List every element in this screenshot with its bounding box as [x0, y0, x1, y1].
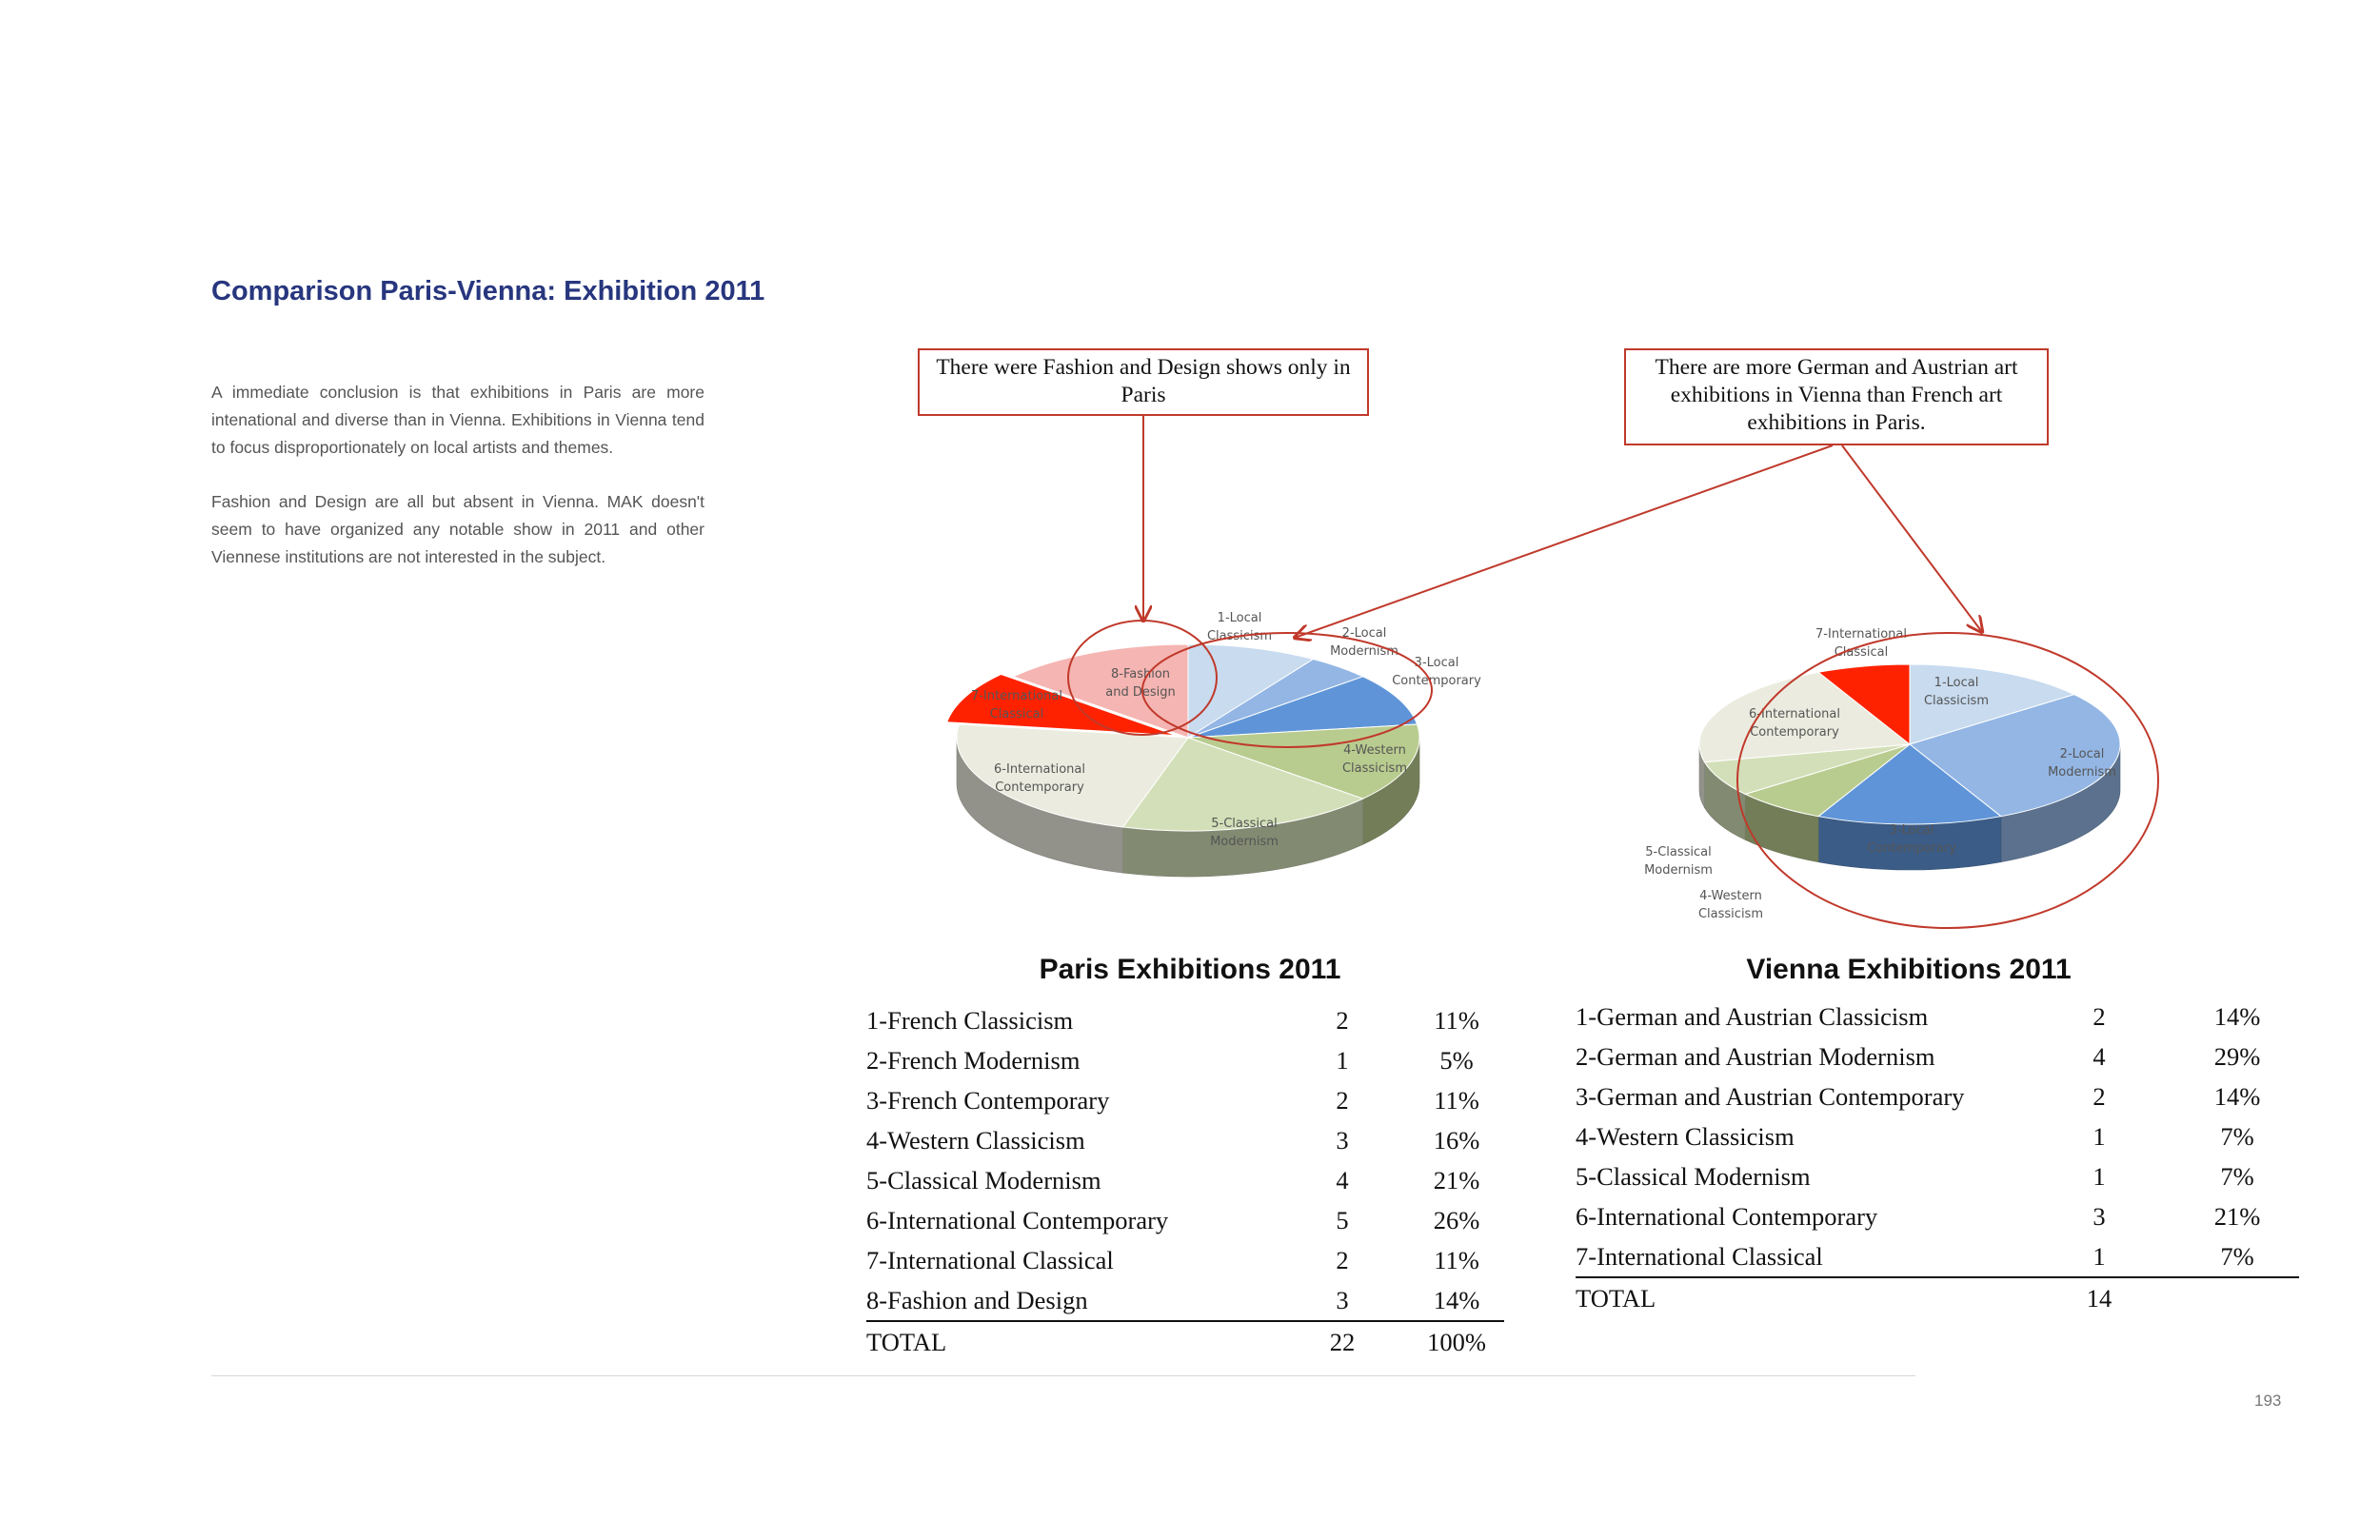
paris-callout: There were Fashion and Design shows only in Paris [918, 348, 1369, 416]
paris-label-4-western-classicism: 4-Western Classicism [1341, 743, 1408, 776]
vienna-label-6-international-contemporary: 6-International Contemporary [1749, 707, 1840, 740]
row-label: 8-Fashion and Design [866, 1280, 1276, 1321]
row-count: 14 [2086, 1283, 2112, 1313]
row-label: 3-German and Austrian Contemporary [1576, 1081, 1965, 1111]
table-row [866, 1000, 1504, 1040]
table-row [866, 1040, 1504, 1080]
paris-label-6-international-contemporary: 6-International Contemporary [994, 762, 1085, 795]
row-label: 4-Western Classicism [1576, 1121, 1795, 1151]
row-percent: 7% [2175, 1236, 2299, 1277]
vienna-label-5-classical-modernism: 5-Classical Modernism [1644, 845, 1713, 878]
table-row [1576, 997, 2299, 1037]
vienna-label-3-local-contemporary: 3-Local Contemporary [1867, 823, 1956, 856]
row-label: 7-International Classical [1576, 1236, 2023, 1277]
table-row [866, 1200, 1504, 1240]
paris-label-1-local-classicism: 1-Local Classicism [1206, 611, 1273, 643]
row-label: 7-International Classical [866, 1245, 1114, 1274]
row-count: 2 [2092, 1001, 2106, 1031]
footer-divider [211, 1375, 1915, 1376]
row-percent: 14% [2213, 1081, 2261, 1111]
page-title: Comparison Paris-Vienna: Exhibition 2011 [211, 276, 765, 306]
row-percent: 11% [1434, 1085, 1479, 1115]
row-label: 2-French Modernism [866, 1045, 1081, 1075]
table-row [866, 1080, 1504, 1120]
row-percent: 14% [1409, 1280, 1504, 1321]
row-label: 3-French Contemporary [866, 1085, 1110, 1115]
row-count: 3 [1336, 1125, 1349, 1155]
row-percent: 16% [1433, 1125, 1480, 1155]
row-percent: 21% [1433, 1165, 1480, 1194]
row-count: 3 [2092, 1201, 2106, 1231]
row-percent: 21% [2213, 1201, 2261, 1231]
paris-pie-chart [947, 644, 1419, 877]
paris-table [866, 1000, 1504, 1362]
row-count: 3 [1276, 1280, 1409, 1321]
row-count: 2 [1336, 1005, 1349, 1035]
row-count: 5 [1336, 1205, 1349, 1234]
row-label: 5-Classical Modernism [866, 1165, 1101, 1194]
row-count: 1 [1336, 1045, 1349, 1075]
row-count: 2 [1336, 1085, 1349, 1115]
row-percent: 11% [1434, 1005, 1479, 1035]
fashion-paragraph: Fashion and Design are all but absent in Vienna. MAK doesn't seem to have organized any notable show in 2011 and other Viennese institutions are not interested in the subject. [211, 492, 704, 566]
row-label: 6-International Contemporary [866, 1205, 1169, 1234]
table-row [866, 1160, 1504, 1200]
row-percent: 7% [2220, 1161, 2254, 1191]
row-percent: 29% [2213, 1041, 2261, 1071]
row-count: 22 [1329, 1327, 1356, 1356]
table-row [866, 1280, 1504, 1321]
table-row [866, 1120, 1504, 1160]
vienna-table-title: Vienna Exhibitions 2011 [1746, 954, 2072, 985]
row-percent: 26% [1433, 1205, 1480, 1234]
vienna-callout: There are more German and Austrian art exhibitions in Vienna than French art exhibitions in Paris. [1624, 348, 2049, 445]
table-row [1576, 1037, 2299, 1076]
vienna-label-4-western-classicism: 4-Western Classicism [1697, 889, 1764, 921]
row-count: 4 [1336, 1165, 1349, 1194]
row-label: 2-German and Austrian Modernism [1576, 1041, 1935, 1071]
row-label: 4-Western Classicism [866, 1125, 1085, 1155]
table-row [1576, 1076, 2299, 1116]
row-count: 2 [2092, 1081, 2106, 1111]
paris-label-8-fashion-and-design: 8-Fashion and Design [1105, 667, 1176, 700]
intro-paragraph: A immediate conclusion is that exhibitions in Paris are more intenational and diverse than in Vienna. Exhibitions in Vienna tend to focus disproportionately on local artists and themes. [211, 383, 704, 457]
row-label: TOTAL [1576, 1283, 1656, 1313]
paris-label-2-local-modernism: 2-Local Modernism [1330, 626, 1398, 659]
vienna-label-1-local-classicism: 1-Local Classicism [1923, 676, 1990, 708]
row-count: 1 [2092, 1161, 2106, 1191]
row-count: 1 [2092, 1121, 2106, 1151]
row-label: 1-German and Austrian Classicism [1576, 1001, 1929, 1031]
paris-table-title: Paris Exhibitions 2011 [1039, 954, 1341, 985]
row-label: 5-Classical Modernism [1576, 1161, 1811, 1191]
row-label: 1-French Classicism [866, 1005, 1074, 1035]
paris-label-5-classical-modernism: 5-Classical Modernism [1210, 817, 1279, 849]
vienna-arrow-to-paris [1295, 445, 1833, 638]
table-row [1576, 1156, 2299, 1196]
row-percent: 100% [1427, 1327, 1486, 1356]
table-row [1576, 1196, 2299, 1236]
vienna-arrow-to-vienna [1842, 445, 1982, 632]
vienna-label-7-international-classical: 7-International Classical [1815, 627, 1907, 660]
row-label: 6-International Contemporary [1576, 1201, 1878, 1231]
paris-total-row [866, 1321, 1504, 1362]
vienna-total-row [1576, 1277, 2299, 1318]
row-percent: 7% [2220, 1121, 2254, 1151]
table-row [1576, 1116, 2299, 1156]
page-number: 193 [2254, 1392, 2282, 1410]
row-percent: 14% [2213, 1001, 2261, 1031]
vienna-table [1576, 997, 2299, 1318]
paris-label-3-local-contemporary: 3-Local Contemporary [1392, 656, 1481, 688]
row-percent: 11% [1434, 1245, 1479, 1274]
row-label: TOTAL [866, 1327, 947, 1356]
row-count: 2 [1336, 1245, 1349, 1274]
paris-label-7-international-classical: 7-International Classical [971, 689, 1062, 721]
table-row [866, 1240, 1504, 1280]
row-percent [2175, 1277, 2299, 1318]
table-row [1576, 1236, 2299, 1277]
row-percent: 5% [1439, 1045, 1474, 1075]
row-count: 1 [2023, 1236, 2175, 1277]
vienna-label-2-local-modernism: 2-Local Modernism [2048, 747, 2116, 780]
row-count: 4 [2092, 1041, 2106, 1071]
